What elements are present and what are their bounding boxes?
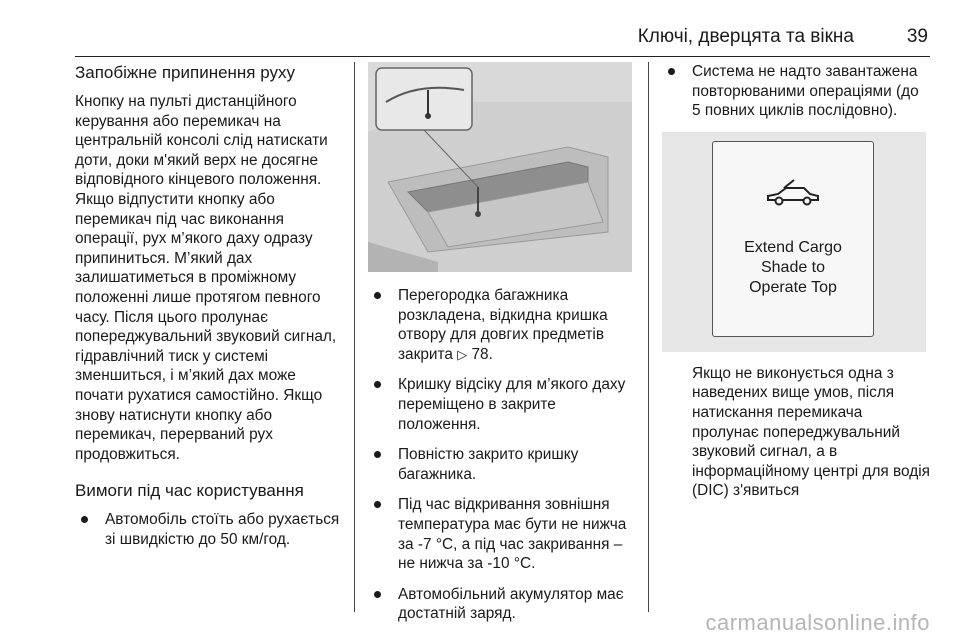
column-divider bbox=[648, 62, 649, 612]
section-heading-requirements: Вимоги під час користування bbox=[75, 481, 304, 501]
dic-display-illustration bbox=[662, 132, 926, 352]
list-item: Автомобільний акумулятор має достатній заряд. bbox=[368, 585, 634, 624]
page-header bbox=[75, 0, 930, 57]
requirements-list-continued bbox=[662, 62, 930, 121]
header-title: Ключі, дверцята та вікна bbox=[637, 26, 854, 47]
trunk-illustration bbox=[368, 62, 632, 272]
requirements-list bbox=[75, 510, 347, 549]
list-item: Система не надто завантажена повторюваними операціями (до 5 повних циклів послідовно). bbox=[662, 62, 930, 121]
dic-display bbox=[712, 141, 874, 337]
paragraph-emergency-stop: Кнопку на пульті дистанційного керування або перемикач на центральній консолі слід натискати доти, доки м'який верх не досягне відповідного кінцевого положення. Якщо відпустити кнопку або перемикач під час виконання операції, рух м’якого даху одразу припиниться. М’який дах залишатиметься в проміжному положенні лише протягом певного часу. Після цього пролунає попереджувальний звуковий сигнал, гідравлічний тиск у системі зменшиться, і м’який дах може почати рухатися самостійно. Якщо знову натиснути кнопку або перемикач, перерваний рух продовжиться. bbox=[75, 93, 337, 463]
dic-message: Extend Cargo Shade to Operate Top bbox=[744, 238, 842, 296]
page-number: 39 bbox=[906, 26, 928, 47]
list-item: Під час відкривання зовнішня температура має бути не нижча за -7 °C, а під час закривання – не нижча за -10 °C. bbox=[368, 495, 634, 573]
requirements-list-continued bbox=[368, 286, 634, 624]
column-divider bbox=[354, 62, 355, 612]
list-item-text: Перегородка багажника розкладена, відкидна кришка отвору для довгих предметів закрита bbox=[398, 287, 608, 363]
paragraph-warning: Якщо не виконується одна з наведених вище умов, після натискання перемикача пролунає попереджувальний звуковий сигнал, а в інформаційному центрі для водія (DIC) з'явиться bbox=[692, 364, 930, 500]
watermark: carmanualsonline.info bbox=[705, 610, 930, 635]
list-item bbox=[368, 286, 634, 364]
section-heading-emergency-stop: Запобіжне припинення руху bbox=[75, 63, 296, 82]
list-item: Повністю закрито кришку багажника. bbox=[368, 445, 634, 484]
list-item: Автомобіль стоїть або рухається зі швидкістю до 50 км/год. bbox=[75, 510, 347, 549]
trunk-drawing bbox=[368, 62, 632, 272]
column-left bbox=[75, 62, 347, 560]
convertible-car-icon bbox=[764, 178, 822, 206]
column-middle bbox=[368, 62, 634, 635]
page-ref[interactable]: 78. bbox=[471, 345, 493, 363]
page-ref-arrow-icon: ▷ bbox=[457, 346, 468, 362]
list-item: Кришку відсіку для м’якого даху переміщено в закрите положення. bbox=[368, 375, 634, 434]
column-right bbox=[662, 62, 930, 501]
